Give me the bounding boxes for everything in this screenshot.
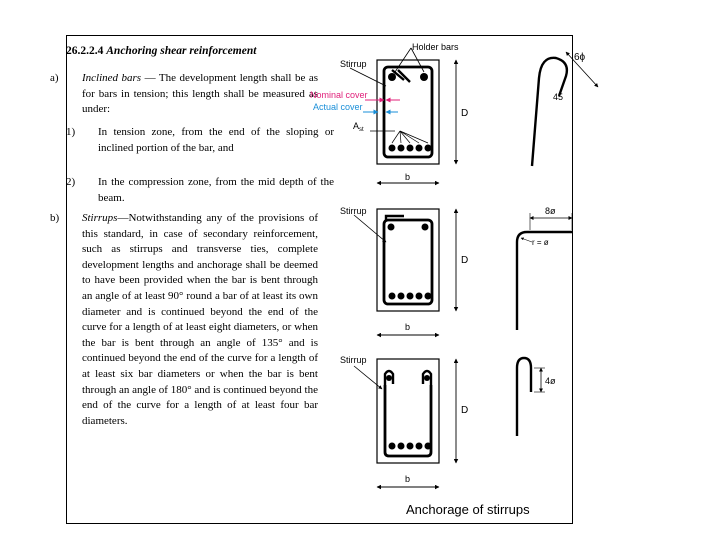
holder-bars-label: Holder bars [412, 42, 459, 52]
tension-bar [416, 145, 423, 152]
tension-bar [425, 443, 432, 450]
stirrup-leader [350, 68, 386, 86]
clause-a1-marker: 1) [66, 126, 76, 138]
width-label: b [405, 474, 411, 484]
section-number: 26.2.2.4 [66, 45, 104, 57]
stirrup-label: Stirrup [340, 355, 367, 365]
holder-bar [388, 73, 396, 81]
section-90-hook [340, 206, 468, 335]
depth-label: D [461, 255, 469, 266]
holder-bar [420, 73, 428, 81]
clause-b-heading: Stirrups [82, 212, 118, 224]
clause-a2-marker: 2) [66, 176, 76, 188]
tension-bar [398, 443, 405, 450]
depth-label: D [461, 405, 469, 416]
hook-180-length-label: 4ø [545, 376, 556, 386]
width-label: b [405, 172, 411, 182]
tension-bar [389, 293, 396, 300]
section-title: Anchoring shear reinforcement [106, 45, 257, 57]
tension-bar [416, 293, 423, 300]
stirrup-label: Stirrup [340, 206, 367, 216]
tension-bar [389, 443, 396, 450]
clause-b-marker: b) [50, 212, 60, 224]
clause-a-heading: Inclined bars [82, 72, 142, 84]
clause-b-text: —Notwithstanding any of the provisions of this standard, in case of secondary reinforcement, such as stirrups and transverse ties, complete development lengths and anchorage shall be deemed to have been provided when the bar is bent through an angle of at least 90° round a bar of at least its own diameter and is continued beyond the end of the curve for a length of at least eight diameters, or when the bar is bent through an angle of 135° and is continued beyond the end of the curve for a length of at least six bar diameters or when the bar is bent through an angle of 180° and is continued beyond the end of the curve for a length of at least four bar diameters. [82, 212, 318, 427]
tension-bar [416, 443, 423, 450]
hook-angle-label: 45 [553, 92, 564, 102]
tension-bar [398, 145, 405, 152]
hook-135-length-label: 6ϕ [574, 52, 586, 63]
actual-cover-label: Actual cover [313, 102, 363, 112]
tension-bar [407, 443, 414, 450]
tension-bar [389, 145, 396, 152]
clause-a-marker: a) [50, 72, 59, 84]
hook-180-bar [517, 358, 531, 436]
hook-90-length-label: 8ø [545, 206, 556, 216]
width-label: b [405, 322, 411, 332]
nominal-cover-label: Nominal cover [310, 90, 368, 100]
depth-label: D [461, 108, 469, 119]
holder-bar [424, 375, 430, 381]
ast-main: A [353, 121, 360, 131]
stirrup-leader [354, 215, 386, 242]
clause-a-text: — The development length shall be as for bars in tension; this length shall be measured as under: [82, 72, 318, 116]
section-180-hook [340, 355, 468, 487]
ast-fan [392, 131, 428, 143]
clause-a2-text: In the compression zone, from the mid depth of the beam. [98, 176, 334, 204]
clause-a1-text: In tension zone, from the end of the sloping or inclined portion of the bar, and [98, 126, 334, 154]
figure-caption: Anchorage of stirrups [406, 502, 530, 517]
ast-label [353, 121, 364, 133]
hook-detail-180 [517, 358, 556, 436]
holder-bar [388, 224, 395, 231]
tension-bar [398, 293, 405, 300]
section-135-hook [310, 42, 468, 183]
hook-90-radius-label: r = ø [532, 238, 549, 247]
holder-bar [386, 375, 392, 381]
ast-sub: st [359, 127, 364, 133]
hook-135-bar [532, 58, 567, 166]
hook-detail-90 [517, 206, 572, 330]
stirrup-leader [354, 366, 382, 389]
tension-bar [407, 145, 414, 152]
stirrup-label: Stirrup [340, 59, 367, 69]
hook-detail-135 [532, 52, 598, 166]
radius-leader [521, 238, 532, 242]
tension-bar [425, 145, 432, 152]
stirrup-loop [384, 220, 432, 304]
holder-bar [422, 224, 429, 231]
tension-bar [425, 293, 432, 300]
tension-bar [407, 293, 414, 300]
